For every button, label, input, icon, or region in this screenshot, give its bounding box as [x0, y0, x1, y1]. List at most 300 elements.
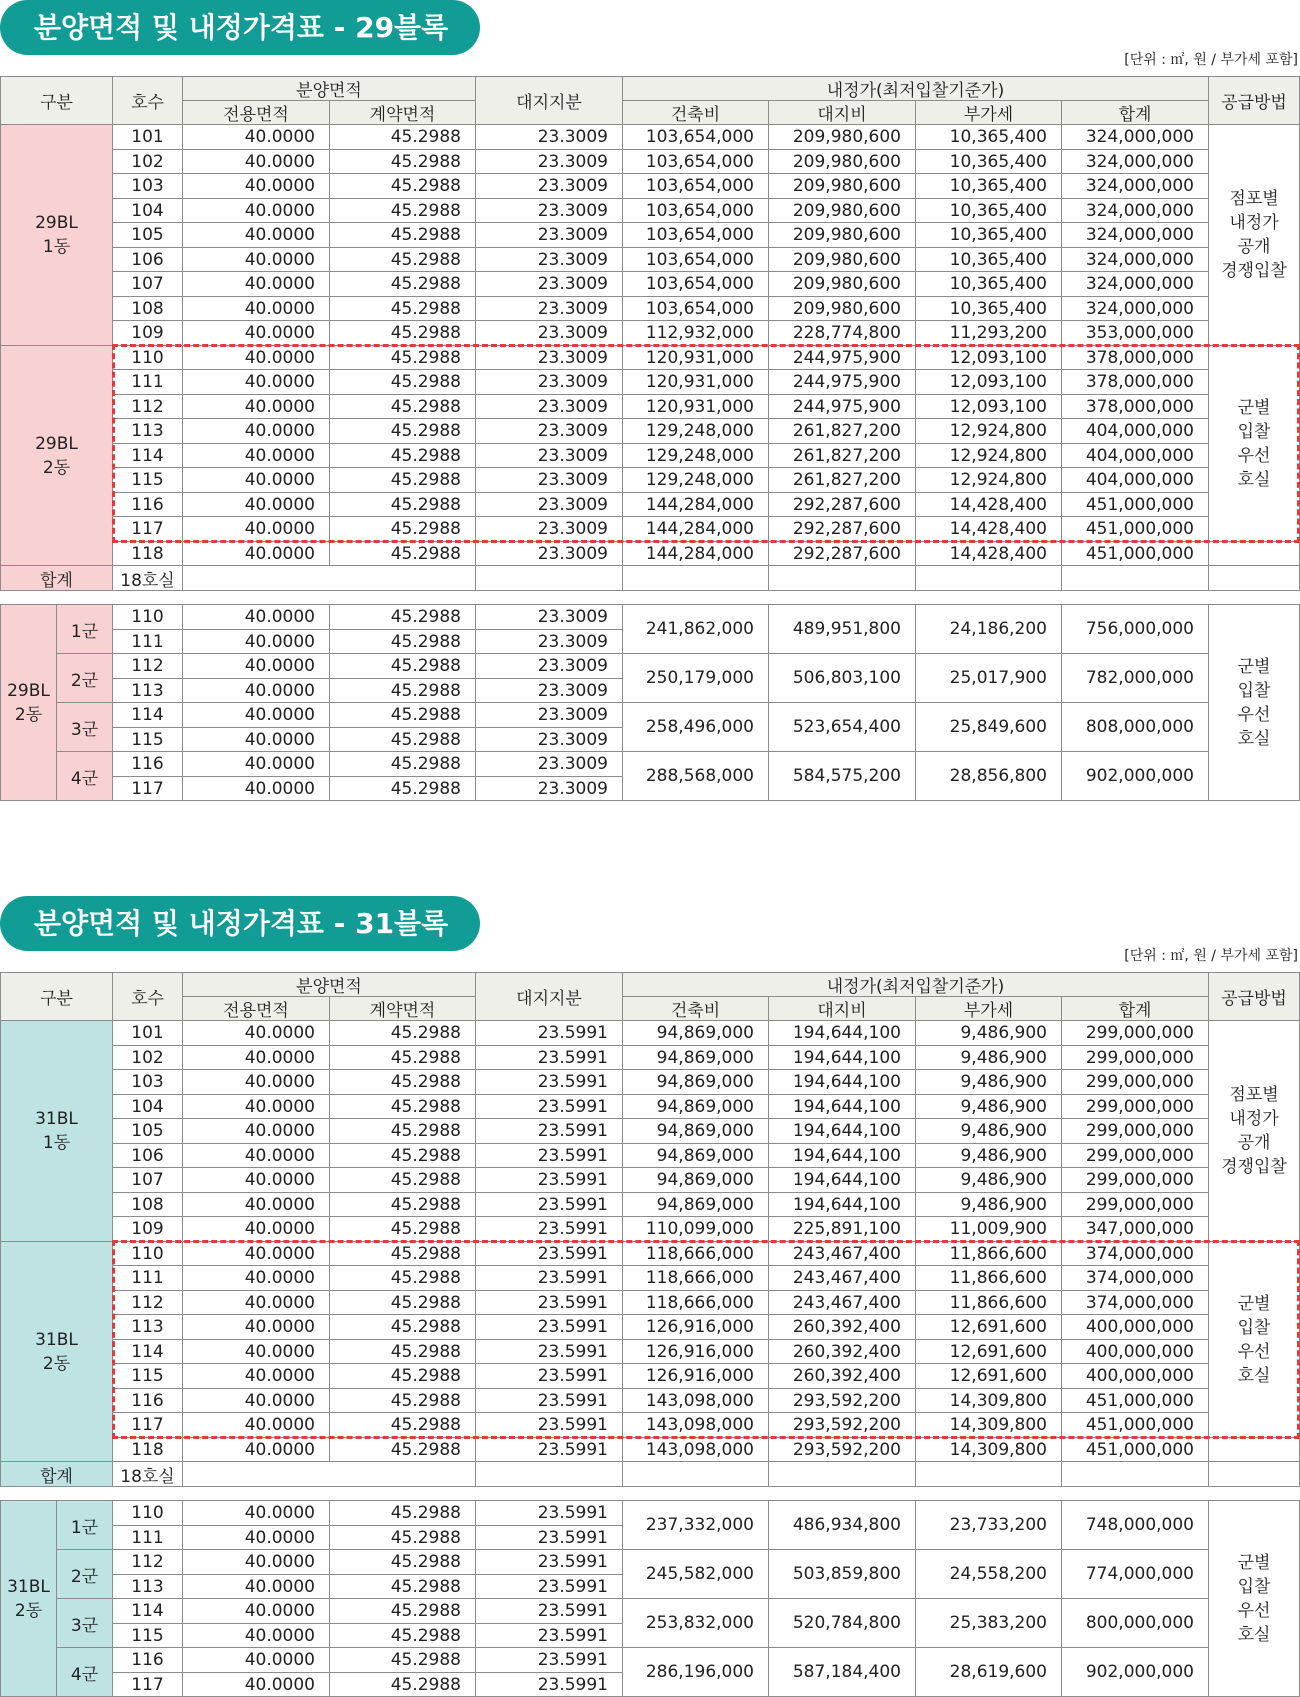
table-cell: 23.3009: [475, 296, 623, 321]
table-cell: 261,827,200: [768, 418, 916, 444]
table-cell: 299,000,000: [1061, 1192, 1209, 1217]
table-cell: 40.0000: [182, 222, 330, 248]
group-price-cell: 24,186,200: [915, 604, 1062, 654]
table-cell: 45.2988: [329, 1437, 476, 1462]
group-price-cell: 486,934,800: [768, 1500, 916, 1550]
table-cell: 110: [112, 345, 183, 370]
table-cell: 40.0000: [182, 1339, 330, 1364]
group-table-cell: 115: [112, 1623, 183, 1648]
table-cell: 23.5991: [475, 1167, 623, 1193]
table-cell: 243,467,400: [768, 1241, 916, 1266]
table-cell: 9,486,900: [915, 1069, 1062, 1095]
table-cell: 244,975,900: [768, 345, 916, 370]
cell-line: 입찰: [1237, 1317, 1271, 1338]
header-naejeong: 내정가(최저입찰기준가): [622, 972, 1209, 997]
table-cell: 353,000,000: [1061, 320, 1209, 346]
table-cell: 14,428,400: [915, 516, 1062, 542]
table-cell: 10,365,400: [915, 296, 1062, 321]
group-table-method: [1208, 1500, 1300, 1697]
table-cell: 94,869,000: [622, 1118, 769, 1144]
table-cell: 10,365,400: [915, 222, 1062, 248]
group-label-1dong: [0, 1020, 113, 1242]
table-cell: 12,924,800: [915, 418, 1062, 444]
table-cell: 109: [112, 1216, 183, 1242]
method-cell-1: [1208, 1020, 1300, 1242]
group-price-cell: 237,332,000: [622, 1500, 769, 1550]
table-cell: 107: [112, 1167, 183, 1193]
table-cell: 11,866,600: [915, 1241, 1062, 1266]
group-label-2dong: [0, 345, 113, 566]
group-name: 2군: [56, 1549, 113, 1599]
table-cell: 117: [112, 1412, 183, 1438]
header-hosu: 호수: [112, 972, 183, 1021]
table-cell: 14,428,400: [915, 492, 1062, 517]
table-cell: 14,309,800: [915, 1412, 1062, 1438]
table-cell: 40.0000: [182, 345, 330, 370]
group-price-cell: 587,184,400: [768, 1647, 916, 1697]
group-table-cell: 40.0000: [182, 1500, 330, 1526]
cell-line: 2동: [42, 457, 71, 478]
unit-note: [단위 : ㎡, 원 / 부가세 포함]: [1124, 52, 1298, 68]
table-cell: 292,287,600: [768, 541, 916, 566]
table-cell: 45.2988: [329, 443, 476, 468]
table-cell: 45.2988: [329, 492, 476, 517]
method-cell-2: [1208, 345, 1300, 542]
group-table-cell: 45.2988: [329, 751, 476, 777]
table-cell: 103,654,000: [622, 124, 769, 150]
table-cell: 209,980,600: [768, 296, 916, 321]
cell-line: 내정가: [1229, 1109, 1279, 1129]
group-table-cell: 45.2988: [329, 1647, 476, 1673]
cell-line: 입찰: [1237, 1576, 1271, 1597]
group-name: 1군: [56, 604, 113, 654]
header-jeonyong: 전용면적: [182, 100, 330, 125]
table-cell: 103: [112, 1069, 183, 1095]
table-cell: 23.3009: [475, 222, 623, 248]
table-cell: 106: [112, 1143, 183, 1168]
table-cell: 45.2988: [329, 222, 476, 248]
cell-line: 입찰: [1237, 680, 1271, 701]
group-table-cell: 40.0000: [182, 1672, 330, 1697]
table-cell: 126,916,000: [622, 1363, 769, 1389]
table-cell: 94,869,000: [622, 1192, 769, 1217]
cell-line: 군별: [1237, 656, 1271, 677]
table-cell: 260,392,400: [768, 1363, 916, 1389]
group-table-cell: 115: [112, 727, 183, 752]
group-table-cell: 40.0000: [182, 604, 330, 630]
block-title: 분양면적 및 내정가격표 - 31블록: [0, 896, 480, 951]
table-cell: 9,486,900: [915, 1118, 1062, 1144]
group-table-cell: 23.3009: [475, 604, 623, 630]
group-table-cell: 23.5991: [475, 1549, 623, 1575]
group-table-cell: 40.0000: [182, 1598, 330, 1624]
group-price-cell: 503,859,800: [768, 1549, 916, 1599]
table-cell: 23.5991: [475, 1069, 623, 1095]
group-table-cell: 23.3009: [475, 653, 623, 679]
group-price-cell: 28,856,800: [915, 751, 1062, 801]
table-cell: 9,486,900: [915, 1045, 1062, 1070]
table-cell: 45.2988: [329, 1192, 476, 1217]
table-cell: 105: [112, 222, 183, 248]
table-cell: 40.0000: [182, 149, 330, 174]
table-cell: 194,644,100: [768, 1069, 916, 1095]
table-cell: 11,866,600: [915, 1265, 1062, 1291]
table-cell: 102: [112, 149, 183, 174]
table-cell: 451,000,000: [1061, 1388, 1209, 1413]
table-cell: 40.0000: [182, 271, 330, 297]
cell-line: 2동: [14, 704, 43, 725]
table-cell: 113: [112, 1314, 183, 1340]
header-geonchuk: 건축비: [622, 996, 769, 1021]
group-price-cell: 523,654,400: [768, 702, 916, 752]
table-cell: 40.0000: [182, 1388, 330, 1413]
table-cell: 378,000,000: [1061, 369, 1209, 395]
table-cell: 45.2988: [329, 320, 476, 346]
table-cell: 45.2988: [329, 394, 476, 419]
table-cell: 292,287,600: [768, 516, 916, 542]
table-cell: 40.0000: [182, 516, 330, 542]
table-cell: 261,827,200: [768, 467, 916, 493]
table-cell: 23.3009: [475, 271, 623, 297]
table-cell: 45.2988: [329, 1167, 476, 1193]
cell-line: 공개: [1237, 237, 1271, 257]
total-label: 합계: [0, 1461, 113, 1487]
table-cell: 118: [112, 1437, 183, 1462]
table-cell: 23.3009: [475, 320, 623, 346]
group-price-cell: 28,619,600: [915, 1647, 1062, 1697]
table-cell: 9,486,900: [915, 1143, 1062, 1168]
table-cell: 400,000,000: [1061, 1314, 1209, 1340]
table-cell: 45.2988: [329, 1143, 476, 1168]
table-cell: 117: [112, 516, 183, 542]
header-daejibi: 대지비: [768, 100, 916, 125]
group-table-cell: 45.2988: [329, 702, 476, 728]
group-table-cell: 40.0000: [182, 678, 330, 703]
table-cell: 104: [112, 1094, 183, 1119]
total-empty: [1061, 565, 1209, 591]
group-table-cell: 45.2988: [329, 653, 476, 679]
table-cell: 228,774,800: [768, 320, 916, 346]
group-table-cell: 111: [112, 1525, 183, 1550]
group-label-2dong: [0, 1241, 113, 1462]
table-cell: 293,592,200: [768, 1437, 916, 1462]
group-table-cell: 45.2988: [329, 629, 476, 654]
group-table-cell: 23.3009: [475, 678, 623, 703]
table-cell: 11,293,200: [915, 320, 1062, 346]
total-empty: [915, 565, 1062, 591]
table-cell: 114: [112, 443, 183, 468]
group-price-cell: 584,575,200: [768, 751, 916, 801]
table-cell: 11,866,600: [915, 1290, 1062, 1315]
group-table-cell: 45.2988: [329, 1574, 476, 1599]
table-cell: 23.3009: [475, 418, 623, 444]
cell-line: 2동: [14, 1600, 43, 1621]
table-cell: 104: [112, 198, 183, 223]
cell-line: 우선: [1237, 1341, 1271, 1362]
table-cell: 45.2988: [329, 1241, 476, 1266]
group-price-cell: 25,017,900: [915, 653, 1062, 703]
table-cell: 244,975,900: [768, 369, 916, 395]
table-cell: 10,365,400: [915, 247, 1062, 272]
table-cell: 40.0000: [182, 443, 330, 468]
table-cell: 45.2988: [329, 271, 476, 297]
group-table-cell: 40.0000: [182, 1647, 330, 1673]
table-cell: 40.0000: [182, 541, 330, 566]
table-cell: 110,099,000: [622, 1216, 769, 1242]
group-name: 4군: [56, 751, 113, 801]
table-cell: 111: [112, 369, 183, 395]
table-cell: 144,284,000: [622, 492, 769, 517]
group-table-cell: 45.2988: [329, 1598, 476, 1624]
group-table-cell: 117: [112, 776, 183, 801]
cell-line: 29BL: [7, 680, 50, 701]
table-cell: 116: [112, 492, 183, 517]
group-price-cell: 245,582,000: [622, 1549, 769, 1599]
table-cell: 45.2988: [329, 1412, 476, 1438]
table-cell: 120,931,000: [622, 394, 769, 419]
table-cell: 40.0000: [182, 247, 330, 272]
table-cell: 45.2988: [329, 1363, 476, 1389]
group-price-cell: 250,179,000: [622, 653, 769, 703]
table-cell: 45.2988: [329, 1216, 476, 1242]
table-cell: 225,891,100: [768, 1216, 916, 1242]
table-cell: 45.2988: [329, 1118, 476, 1144]
table-cell: 40.0000: [182, 394, 330, 419]
group-table-cell: 23.5991: [475, 1574, 623, 1599]
table-cell: 113: [112, 418, 183, 444]
table-cell: 23.5991: [475, 1094, 623, 1119]
total-label: 합계: [0, 565, 113, 591]
table-cell: 23.3009: [475, 516, 623, 542]
table-cell: 324,000,000: [1061, 296, 1209, 321]
group-table-cell: 114: [112, 1598, 183, 1624]
table-cell: 45.2988: [329, 173, 476, 199]
group-table-cell: 116: [112, 751, 183, 777]
group-table-cell: 40.0000: [182, 629, 330, 654]
table-cell: 40.0000: [182, 369, 330, 395]
cell-line: 31BL: [35, 1329, 78, 1350]
table-cell: 40.0000: [182, 1167, 330, 1193]
group-table-cell: 23.3009: [475, 629, 623, 654]
group-table-cell: 113: [112, 1574, 183, 1599]
table-cell: 12,691,600: [915, 1314, 1062, 1340]
table-cell: 23.5991: [475, 1045, 623, 1070]
table-cell: 40.0000: [182, 1290, 330, 1315]
table-cell: 10,365,400: [915, 124, 1062, 150]
group-price-cell: 489,951,800: [768, 604, 916, 654]
header-bunyang: 분양면적: [182, 76, 476, 101]
table-cell: 209,980,600: [768, 173, 916, 199]
table-cell: 40.0000: [182, 1118, 330, 1144]
table-cell: 299,000,000: [1061, 1069, 1209, 1095]
table-cell: 40.0000: [182, 173, 330, 199]
header-naejeong: 내정가(최저입찰기준가): [622, 76, 1209, 101]
cell-line: 점포별: [1229, 189, 1279, 209]
table-cell: 12,691,600: [915, 1363, 1062, 1389]
table-cell: 209,980,600: [768, 198, 916, 223]
header-bugase: 부가세: [915, 100, 1062, 125]
table-cell: 23.5991: [475, 1020, 623, 1046]
cell-line: 1동: [42, 237, 71, 257]
table-cell: 101: [112, 1020, 183, 1046]
table-cell: 23.5991: [475, 1265, 623, 1291]
table-cell: 12,924,800: [915, 443, 1062, 468]
table-cell: 23.3009: [475, 467, 623, 493]
header-geonchuk: 건축비: [622, 100, 769, 125]
table-cell: 23.3009: [475, 124, 623, 150]
cell-line: 호실: [1237, 728, 1271, 749]
table-cell: 404,000,000: [1061, 443, 1209, 468]
header-daeji: 대지지분: [475, 972, 623, 1021]
table-cell: 144,284,000: [622, 516, 769, 542]
total-empty: [475, 1461, 623, 1487]
header-gyeyak: 계약면적: [329, 100, 476, 125]
group-table-cell: 23.3009: [475, 702, 623, 728]
total-value: 18호실: [112, 1461, 183, 1487]
total-empty: [1061, 1461, 1209, 1487]
table-cell: 194,644,100: [768, 1143, 916, 1168]
table-cell: 9,486,900: [915, 1094, 1062, 1119]
table-cell: 451,000,000: [1061, 492, 1209, 517]
table-cell: 292,287,600: [768, 492, 916, 517]
table-cell: 143,098,000: [622, 1412, 769, 1438]
table-cell: 106: [112, 247, 183, 272]
header-jeonyong: 전용면적: [182, 996, 330, 1021]
group-price-cell: 800,000,000: [1061, 1598, 1209, 1648]
group-table-label: [0, 1500, 57, 1697]
table-cell: 112: [112, 1290, 183, 1315]
table-cell: 40.0000: [182, 1216, 330, 1242]
table-cell: 45.2988: [329, 149, 476, 174]
table-cell: 324,000,000: [1061, 198, 1209, 223]
table-cell: 324,000,000: [1061, 173, 1209, 199]
table-cell: 45.2988: [329, 541, 476, 566]
cell-line: 31BL: [35, 1109, 78, 1129]
table-cell: 260,392,400: [768, 1339, 916, 1364]
table-cell: 143,098,000: [622, 1388, 769, 1413]
table-cell: 45.2988: [329, 247, 476, 272]
group-table-cell: 114: [112, 702, 183, 728]
group-table-cell: 111: [112, 629, 183, 654]
table-cell: 115: [112, 467, 183, 493]
table-cell: 194,644,100: [768, 1045, 916, 1070]
header-daeji: 대지지분: [475, 76, 623, 125]
table-cell: 45.2988: [329, 198, 476, 223]
table-cell: 374,000,000: [1061, 1290, 1209, 1315]
table-cell: 45.2988: [329, 124, 476, 150]
table-cell: 103,654,000: [622, 173, 769, 199]
table-cell: 14,428,400: [915, 541, 1062, 566]
table-cell: 45.2988: [329, 1094, 476, 1119]
cell-line: 31BL: [7, 1576, 50, 1597]
table-cell: 116: [112, 1388, 183, 1413]
total-empty: [182, 565, 476, 591]
table-cell: 40.0000: [182, 1069, 330, 1095]
table-cell: 108: [112, 1192, 183, 1217]
group-price-cell: 748,000,000: [1061, 1500, 1209, 1550]
table-cell: 324,000,000: [1061, 247, 1209, 272]
table-cell: 45.2988: [329, 1290, 476, 1315]
group-table-cell: 45.2988: [329, 604, 476, 630]
table-cell: 23.3009: [475, 149, 623, 174]
table-cell: 194,644,100: [768, 1118, 916, 1144]
cell-line: 2동: [42, 1353, 71, 1374]
group-table-cell: 40.0000: [182, 751, 330, 777]
group-table-cell: 45.2988: [329, 1672, 476, 1697]
table-cell: 209,980,600: [768, 247, 916, 272]
table-cell: 23.3009: [475, 198, 623, 223]
table-cell: 209,980,600: [768, 124, 916, 150]
table-cell: 40.0000: [182, 467, 330, 493]
table-cell: 10,365,400: [915, 173, 1062, 199]
price-table-block-29: [0, 0, 1300, 800]
cell-line: 내정가: [1229, 213, 1279, 233]
group-table-cell: 45.2988: [329, 1549, 476, 1575]
group-table-cell: 110: [112, 604, 183, 630]
cell-line: 점포별: [1229, 1085, 1279, 1105]
table-cell: 118: [112, 541, 183, 566]
group-table-label: [0, 604, 57, 801]
table-cell: 45.2988: [329, 1388, 476, 1413]
group-table-cell: 110: [112, 1500, 183, 1526]
table-cell: 451,000,000: [1061, 1437, 1209, 1462]
table-cell: 23.5991: [475, 1363, 623, 1389]
cell-line: 29BL: [35, 213, 78, 233]
group-table-method: [1208, 604, 1300, 801]
total-empty: [182, 1461, 476, 1487]
group-price-cell: 286,196,000: [622, 1647, 769, 1697]
cell-line: 우선: [1237, 445, 1271, 466]
table-cell: 40.0000: [182, 1143, 330, 1168]
table-cell: 45.2988: [329, 467, 476, 493]
group-name: 4군: [56, 1647, 113, 1697]
header-gyeyak: 계약면적: [329, 996, 476, 1021]
table-cell: 378,000,000: [1061, 394, 1209, 419]
group-price-cell: 520,784,800: [768, 1598, 916, 1648]
group-table-cell: 40.0000: [182, 653, 330, 679]
table-cell: 40.0000: [182, 1314, 330, 1340]
table-cell: 94,869,000: [622, 1069, 769, 1095]
group-table-cell: 23.3009: [475, 776, 623, 801]
unit-note: [단위 : ㎡, 원 / 부가세 포함]: [1124, 948, 1298, 964]
cell-line: 호실: [1237, 1624, 1271, 1645]
group-table-cell: 117: [112, 1672, 183, 1697]
group-price-cell: 23,733,200: [915, 1500, 1062, 1550]
method-cell-empty: [1208, 541, 1300, 566]
table-cell: 378,000,000: [1061, 345, 1209, 370]
table-cell: 94,869,000: [622, 1167, 769, 1193]
header-daejibi: 대지비: [768, 996, 916, 1021]
group-table-cell: 23.5991: [475, 1672, 623, 1697]
method-cell-empty: [1208, 1437, 1300, 1462]
table-cell: 23.5991: [475, 1339, 623, 1364]
cell-line: 군별: [1237, 1552, 1271, 1573]
table-cell: 107: [112, 271, 183, 297]
table-cell: 40.0000: [182, 320, 330, 346]
group-table-cell: 112: [112, 653, 183, 679]
table-cell: 209,980,600: [768, 149, 916, 174]
table-cell: 40.0000: [182, 1265, 330, 1291]
table-cell: 23.5991: [475, 1412, 623, 1438]
group-table-cell: 45.2988: [329, 1500, 476, 1526]
table-cell: 451,000,000: [1061, 1412, 1209, 1438]
price-table-block-31: [0, 896, 1300, 1696]
group-table-cell: 23.5991: [475, 1500, 623, 1526]
group-table-cell: 112: [112, 1549, 183, 1575]
table-cell: 14,309,800: [915, 1437, 1062, 1462]
table-cell: 400,000,000: [1061, 1363, 1209, 1389]
group-price-cell: 774,000,000: [1061, 1549, 1209, 1599]
